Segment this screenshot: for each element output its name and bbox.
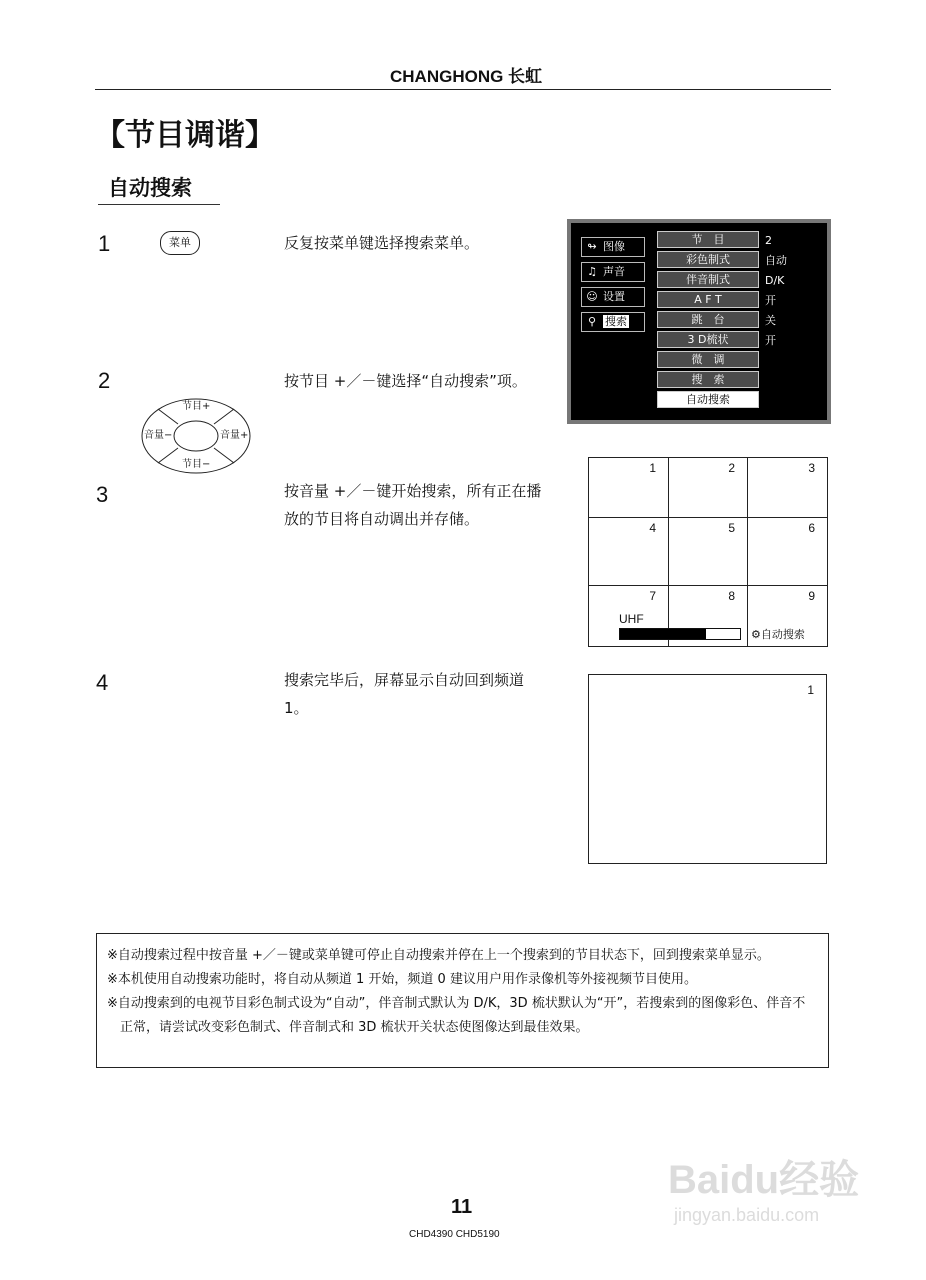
osd-value-sound: D/K: [765, 274, 785, 287]
baidu-watermark: [668, 1148, 859, 1226]
osd-left-label: 图像: [603, 240, 625, 253]
cell-number: 5: [728, 521, 735, 535]
osd-item-auto-search: 自动搜索: [657, 391, 759, 408]
grid-cell: [669, 518, 748, 586]
osd-item-program: 节 目: [657, 231, 759, 248]
osd-left-item-setup: [581, 287, 645, 307]
model-numbers: CHD4390 CHD5190: [409, 1229, 500, 1240]
pad-right-label: 音量+: [220, 430, 249, 441]
cell-number: 3: [808, 461, 815, 475]
step-4-line: 搜索完毕后，屏幕显示自动回到频道: [284, 671, 525, 689]
cell-number: 4: [649, 521, 656, 535]
osd-item-sound-system: 伴音制式: [657, 271, 759, 288]
grid-cell: [589, 458, 669, 518]
osd-item-color-system: 彩色制式: [657, 251, 759, 268]
step-number-4: 4: [96, 670, 109, 695]
sound-icon: ♫: [587, 265, 597, 278]
osd-left-label: 声音: [603, 265, 625, 278]
picture-icon: ↬: [587, 240, 597, 253]
grid-cell: [748, 518, 827, 586]
osd-menu-screen: [567, 219, 831, 424]
osd-left-item-picture: [581, 237, 645, 257]
search-icon: ⚲: [587, 315, 597, 328]
grid-cell: [669, 458, 748, 518]
search-progress-fill: [620, 629, 706, 639]
watermark-url: jingyan.baidu.com: [674, 1205, 820, 1225]
brand-logo: CHANGHONG 长虹: [390, 67, 543, 86]
osd-item-skip: 跳 台: [657, 311, 759, 328]
step-2-text: [284, 367, 527, 395]
search-grid-screen: [588, 457, 828, 647]
osd-value-color: 自动: [765, 254, 787, 267]
cell-number: 7: [649, 589, 656, 603]
osd-item-aft: A F T: [657, 291, 759, 308]
step-number-1: 1: [98, 231, 111, 256]
osd-item-search: 搜 索: [657, 371, 759, 388]
osd-left-label: 搜索: [605, 315, 627, 328]
pad-up-label: 节目+: [182, 401, 211, 412]
step-4-text: [284, 666, 524, 722]
osd-left-item-search: [581, 312, 645, 332]
page-number: 11: [451, 1196, 473, 1218]
osd-value-skip: 关: [765, 314, 776, 327]
auto-search-status: [751, 626, 805, 642]
step-3-line: 放的节目将自动调出并存储。: [284, 510, 480, 528]
channel-screen: [588, 674, 827, 864]
remote-direction-pad: [140, 397, 252, 475]
watermark-logo: Baidu经验: [668, 1158, 860, 1202]
note-1: ※自动搜索过程中按音量 +／－键或菜单键可停止自动搜索并停在上一个搜索到的节目状态下，回到搜索菜单显示。: [107, 948, 770, 963]
osd-value-3d: 开: [765, 334, 776, 347]
step-1-text: [284, 229, 479, 257]
pad-down-label: 节目−: [182, 459, 211, 470]
note-3: ※自动搜索到的电视节目彩色制式设为“自动”，伴音制式默认为 D/K，3D 梳状默认为“开”，若搜索到的图像彩色、伴音不正常，请尝试改变彩色制式、伴音制式和 3D 梳状开关状态使图像达到最佳效果。: [107, 996, 806, 1035]
step-3-text: [284, 477, 541, 533]
page-title: 【节目调谐】: [95, 118, 275, 153]
cell-number: 2: [728, 461, 735, 475]
channel-number: 1: [807, 683, 814, 697]
cell-number: 9: [808, 589, 815, 603]
step-3-line: 按音量 +／－键开始搜索，所有正在播: [284, 482, 542, 500]
cell-number: 6: [808, 521, 815, 535]
section-subtitle: 自动搜索: [108, 176, 192, 200]
step-2-line: 按节目 +／－键选择“自动搜索”项。: [284, 372, 527, 390]
osd-value-aft: 开: [765, 294, 776, 307]
osd-left-item-sound: [581, 262, 645, 282]
step-4-line: 1。: [284, 699, 309, 717]
search-progress-bar: [619, 628, 741, 640]
note-2: ※本机使用自动搜索功能时，将自动从频道 1 开始，频道 0 建议用户用作录像机等外接视频节目使用。: [107, 972, 697, 987]
notes-box: [96, 933, 829, 1068]
search-status-icon: ⚙: [751, 628, 761, 641]
header-rule: [95, 89, 831, 90]
step-number-3: 3: [96, 482, 109, 507]
subtitle-underline: [98, 204, 220, 205]
step-1-line: 反复按菜单键选择搜索菜单。: [284, 234, 480, 252]
grid-cell: [748, 458, 827, 518]
cell-number: 8: [728, 589, 735, 603]
pad-left-label: 音量−: [144, 430, 173, 441]
grid-cell: [589, 518, 669, 586]
band-label: UHF: [619, 612, 644, 626]
auto-search-status-label: 自动搜索: [760, 628, 805, 641]
osd-left-label: 设置: [603, 290, 625, 303]
smiley-icon: ☺: [586, 290, 598, 303]
cell-number: 1: [649, 461, 656, 475]
osd-item-fine-tune: 微 调: [657, 351, 759, 368]
osd-value-program: 2: [765, 234, 772, 247]
osd-menu-panel: [571, 223, 827, 420]
step-number-2: 2: [98, 368, 111, 393]
osd-item-3d-comb: 3 D梳状: [657, 331, 759, 348]
menu-key-icon: 菜单: [160, 231, 200, 255]
